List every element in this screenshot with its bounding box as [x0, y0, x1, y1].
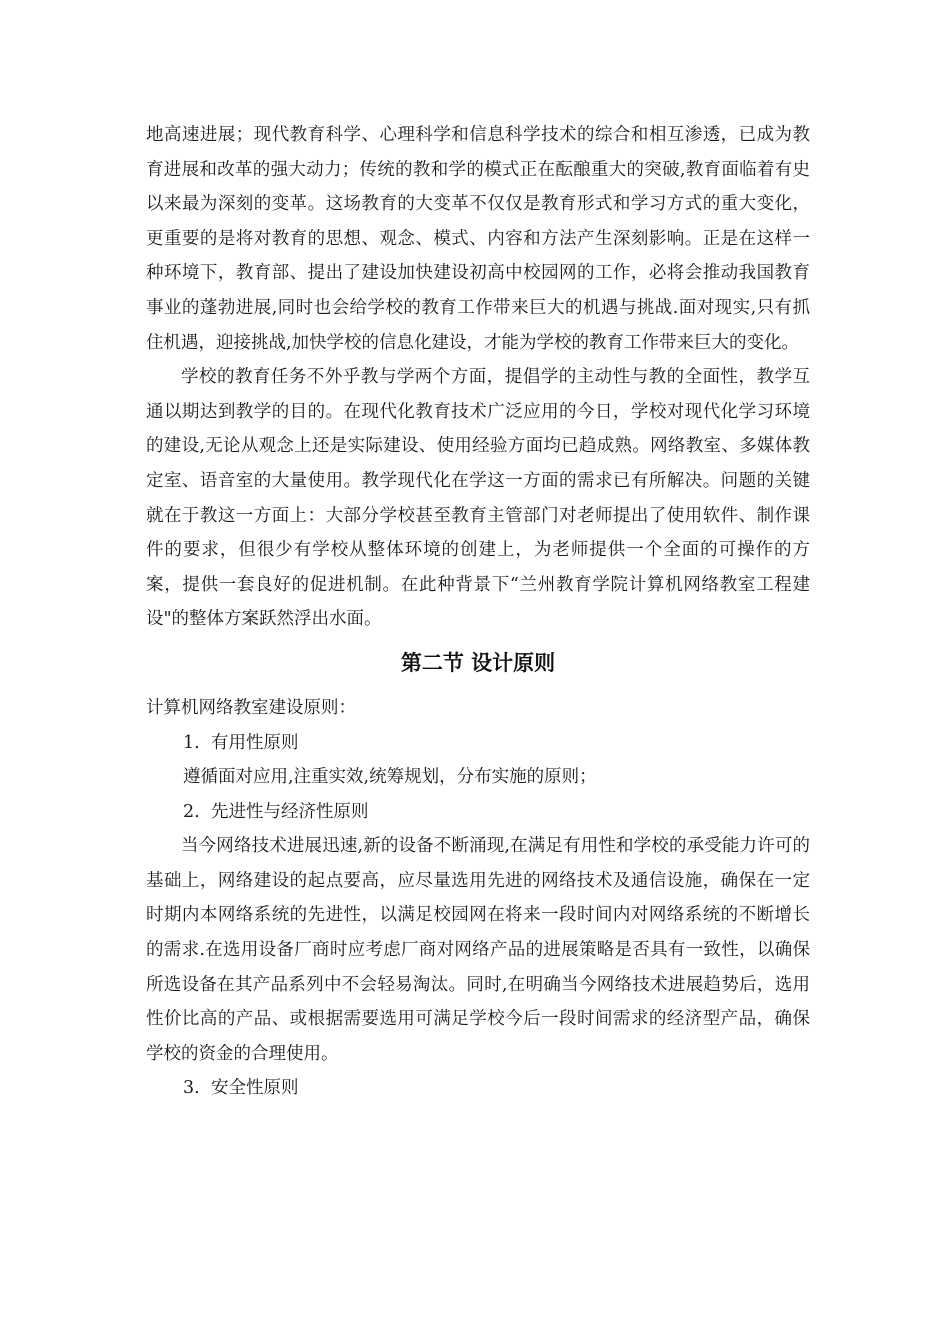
body-paragraph-1: 地高速进展；现代教育科学、心理科学和信息科学技术的综合和相互渗透，已成为教育进展和改革的强大动力；传统的教和学的模式正在酝酿重大的突破,教育面临着有史以来最为深刻的变革。这场教育的大变革不仅仅是教育形式和学习方式的重大变化，更重要的是将对教育的思想、观念、模式、内容和方法产生深刻影响。正是在这样一种环境下，教育部、提出了建设加快建设初高中校园网的工作，必将会推动我国教育事业的蓬勃进展,同时也会给学校的教育工作带来巨大的机遇与挑战.面对现实,只有抓住机遇，迎接挑战,加快学校的信息化建设，才能为学校的教育工作带来巨大的变化。 [146, 125, 810, 353]
document-page [146, 118, 810, 1106]
principle-body-2: 当今网络技术进展迅速,新的设备不断涌现,在满足有用性和学校的承受能力许可的基础上，网络建设的起点要高，应尽量选用先进的网络技术及通信设施，确保在一定时期内本网络系统的先进性，以满足校园网在将来一段时间内对网络系统的不断增长的需求.在选用设备厂商时应考虑厂商对网络产品的进展策略是否具有一致性，以确保所选设备在其产品系列中不会轻易淘汰。同时,在明确当今网络技术进展趋势后，选用性价比高的产品、或根据需要选用可满足学校今后一段时间需求的经济型产品，确保学校的资金的合理使用。 [146, 836, 810, 1064]
principle-number: 1. [183, 732, 200, 753]
principle-number: 2. [183, 801, 200, 822]
intro-line: 计算机网络教室建设原则： [146, 697, 356, 718]
principle-item-3 [146, 1071, 810, 1106]
principle-title: 有用性原则 [211, 732, 299, 753]
principle-number: 3. [183, 1078, 200, 1099]
principle-title: 安全性原则 [211, 1078, 299, 1099]
principle-body-1: 遵循面对应用,注重实效,统筹规划，分布实施的原则； [183, 767, 597, 788]
principle-item-2 [146, 795, 810, 830]
body-paragraph-2: 学校的教育任务不外乎教与学两个方面，提倡学的主动性与教的全面性，教学互通以期达到教学的目的。在现代化教育技术广泛应用的今日，学校对现代化学习环境的建设,无论从观念上还是实际建设、使用经验方面均已趋成熟。网络教室、多媒体教定室、语音室的大量使用。教学现代化在学这一方面的需求已有所解决。问题的关键就在于教这一方面上：大部分学校甚至教育主管部门对老师提出了使用软件、制作课件的要求，但很少有学校从整体环境的创建上，为老师提供一个全面的可操作的方案，提供一套良好的促进机制。在此种背景下“兰州教育学院计算机网络教室工程建设"的整体方案跃然浮出水面。 [146, 367, 810, 630]
principle-item-1 [146, 726, 810, 761]
section-heading: 第二节 设计原则 [400, 650, 556, 675]
principle-title: 先进性与经济性原则 [211, 801, 369, 822]
